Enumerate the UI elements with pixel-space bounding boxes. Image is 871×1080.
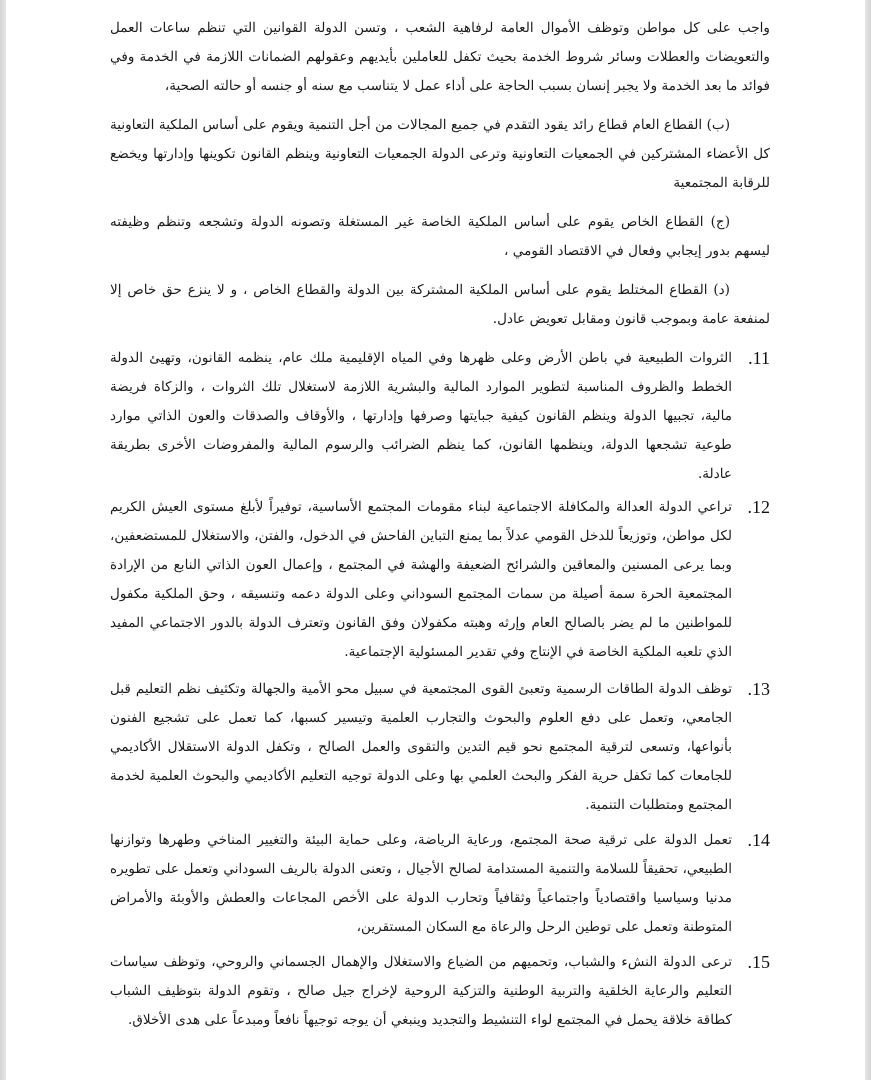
article-11: [110, 344, 770, 489]
article-number: 14.: [747, 830, 770, 850]
article-text: توظف الدولة الطاقات الرسمية وتعبئ القوى المجتمعية في سبيل محو الأمية والجهالة وتكثيف نظم التعليم قبل الجامعي، وتعمل على دفع العلوم والبحوث والتجارب العلمية وتيسير كسبها، كما تعمل على تشجيع الفنون بأنواعها، وتسعى لترقية المجتمع نحو قيم التدين والتقوى والعمل الصالح ، وتكفل الدولة الاستقلال الأكاديمي للجامعات كما تكفل حرية الفكر والبحث العلمي بها وعلى الدولة توجيه التعليم الأكاديمي والبحوث العلمية لخدمة المجتمع ومتطلبات التنمية.: [110, 681, 732, 813]
intro-paragraph: واجب على كل مواطن وتوظف الأموال العامة لرفاهية الشعب ، وتسن الدولة القوانين التي تنظم ساعات العمل والتعويضات والعطلات وسائر شروط الخدمة بحيث تكفل للعاملين بأيديهم وعقولهم الضمانات اللازمة في الخدمة وفي فوائد ما بعد الخدمة ولا يجبر إنسان بسبب الحاجة على أداء عمل لا يتناسب مع سنه أو جنسه أو حالته الصحية،: [110, 20, 770, 94]
article-text: تعمل الدولة على ترقية صحة المجتمع، ورعاية الرياضة، وعلى حماية البيئة والتغيير المناخي وطهرها وتوازنها الطبيعي، تحقيقاً للسلامة والتنمية المستدامة لصالح الأجيال ، وتعنى الدولة بالريف السوداني وتعمل على تطويره مدنيا وسياسيا واقتصادياً واجتماعياً وثقافياً وتحارب الدولة على الأخص المجاعات والعطش والأوبئة والأمراض المتوطنة وتعمل على توطين الرحل والرعاة مع السكان المستقرين،: [110, 832, 732, 935]
subsection-c: [110, 208, 770, 266]
article-number: 13.: [747, 679, 770, 699]
article-15: [110, 948, 770, 1035]
article-14: [110, 826, 770, 942]
article-13: [110, 675, 770, 820]
subsection-text: القطاع المختلط يقوم على أساس الملكية المشتركة بين الدولة والقطاع الخاص ، و لا ينزع حق خاص إلا لمنفعة عامة وبموجب قانون ومقابل تعويض عادل.: [110, 282, 770, 327]
article-number: 15.: [747, 952, 770, 972]
subsection-text: القطاع العام قطاع رائد يقود التقدم في جميع المجالات من أجل التنمية ويقوم على أساس الملكية التعاونية كل الأعضاء المشتركين في الجمعيات التعاونية وترعى الدولة الجمعيات التعاونية وينظم القانون تكوينها وإدارتها ويخضع للرقابة المجتمعية: [110, 117, 770, 191]
subsection-text: القطاع الخاص يقوم على أساس الملكية الخاصة غير المستغلة وتصونه الدولة وتشجعه وتنظم وظيفته ليسهم بدور إيجابي وفعال في الاقتصاد القومي ،: [110, 214, 770, 259]
subsection-label: (ب): [706, 117, 730, 133]
subsection-label: (ج): [710, 214, 730, 230]
article-text: تراعي الدولة العدالة والمكافلة الاجتماعية لبناء مقومات المجتمع الأساسية، توفيراً لأبلغ مستوى العيش الكريم لكل مواطن، وتوزيعاً للدخل القومي عدلاً بما يمنع التباين الفاحش في الدخول، والفتن، والاستغلال للمستضعفين، وبما يرعى المسنين والمعاقين والشرائح الضعيفة والهشة في المجتمع ، وإعمال العون الذاتي النابع من الإرادة المجتمعية الحرة سمة أصيلة من سمات المجتمع السوداني وعلى الدولة دعمه وتنسيقه ، وحق الملكية مكفول للمواطنين ما لم يضر بالصالح العام وإرثه وهبته مكفولان وفق القانون وتعترف الدولة بالدور الاجتماعي المفيد الذي تلعبه الملكية الخاصة في الإنتاج وفي تقدير المسئولية الإجتماعية.: [110, 499, 732, 660]
subsection-d: [110, 276, 770, 334]
page-right-shadow: [865, 0, 871, 1080]
article-number: 12.: [747, 497, 770, 517]
article-number: 11.: [748, 348, 770, 368]
subsection-b: [110, 111, 770, 198]
article-text: ترعى الدولة النشء والشباب، وتحميهم من الضياع والاستغلال والإهمال الجسماني والروحي، وتوظف سياسات التعليم والرعاية الخلقية والتربية الوطنية والتزكية الروحية لإخراج جيل صالح ، وتقوم الدولة بتوظيف الشباب كطاقة خلاقة يحمل في المجتمع لواء التنشيط والتجديد وينبغي أن يوجه توجيهاً نافعاً ومبدعاً على هدى الأخلاق.: [110, 954, 732, 1028]
document-body: [110, 14, 770, 1035]
document-page: [6, 0, 865, 1080]
article-text: الثروات الطبيعية في باطن الأرض وعلى ظهرها وفي المياه الإقليمية ملك عام، ينظمه القانون، وتهيئ الدولة الخطط والظروف المناسبة لتطوير الموارد المالية والبشرية اللازمة لاستغلال تلك الثروات ، والزكاة فريضة مالية، تجبيها الدولة وينظم القانون كيفية جبايتها وصرفها وإدارتها ، والأوقاف والصدقات والعون الذاتي موارد طوعية تشجعها الدولة، وينظمها القانون، كما ينظم الضرائب والرسوم المالية والمفروضات الأخرى بطريقة عادلة.: [110, 350, 732, 482]
article-12: [110, 493, 770, 667]
subsection-label: (د): [713, 282, 730, 298]
